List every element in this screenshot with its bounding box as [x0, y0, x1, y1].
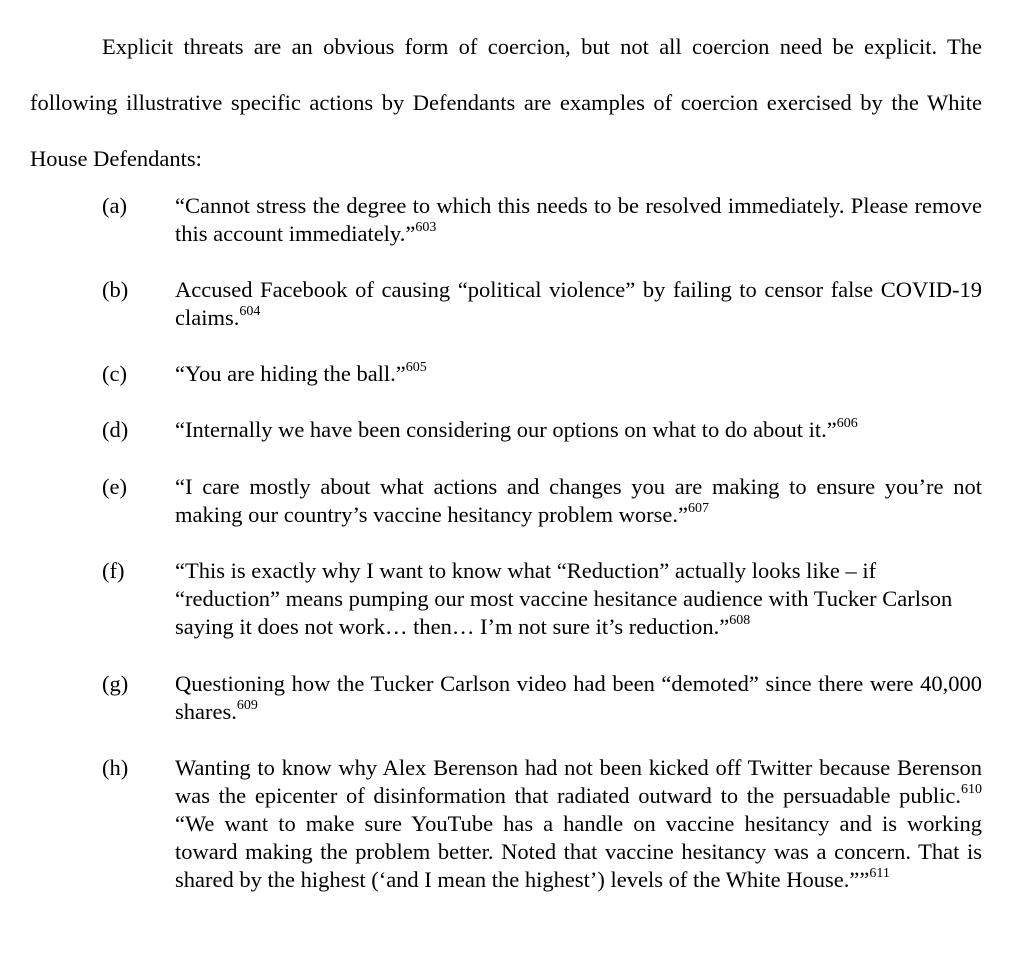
footnote-ref: 608 — [729, 612, 751, 628]
item-text — [175, 360, 982, 388]
item-body: Questioning how the Tucker Carlson video had been “demoted” since there were 40,000 shares. — [175, 671, 982, 724]
footnote-ref: 611 — [869, 865, 890, 881]
footnote-ref: 610 — [961, 781, 982, 797]
item-text — [175, 557, 982, 641]
item-text — [175, 754, 982, 894]
item-label: (d) — [102, 417, 129, 442]
footnote-ref: 605 — [405, 359, 427, 375]
item-text — [175, 416, 982, 444]
item-label: (h) — [102, 755, 129, 780]
item-text — [175, 670, 982, 726]
item-text — [175, 473, 982, 529]
item-label: (e) — [102, 474, 127, 499]
item-body: “You are hiding the ball.” — [175, 361, 406, 386]
footnote-ref: 607 — [687, 500, 709, 516]
item-body-continued: “We want to make sure YouTube has a handle on vaccine hesitancy and is working toward making the problem better. Noted that vaccine hesitancy was a concern. That is shared by the highest (‘and I mean the highest’) levels of the White House.”” — [175, 811, 982, 892]
item-body: Accused Facebook of causing “political violence” by failing to censor false COVID-19 claims. — [175, 277, 982, 330]
item-text — [175, 192, 982, 248]
item-label: (g) — [102, 671, 129, 696]
footnote-ref: 609 — [236, 697, 258, 713]
item-label: (b) — [102, 277, 129, 302]
item-body: “I care mostly about what actions and changes you are making to ensure you’re not making our country’s vaccine hesitancy problem worse.” — [175, 474, 982, 527]
item-label: (f) — [102, 558, 125, 583]
item-body: “Cannot stress the degree to which this needs to be resolved immediately. Please remove this account immediately.” — [175, 193, 982, 246]
item-label: (a) — [102, 193, 127, 218]
item-text — [175, 276, 982, 332]
footnote-ref: 606 — [836, 415, 858, 431]
item-body: Wanting to know why Alex Berenson had not been kicked off Twitter because Berenson was the epicenter of disinformation that radiated outward to the persuadable public. — [175, 755, 982, 808]
item-body: “Internally we have been considering our options on what to do about it.” — [175, 417, 837, 442]
footnote-ref: 603 — [415, 219, 437, 235]
item-body: “This is exactly why I want to know what “Reduction” actually looks like – if “reduction” means pumping our most vaccine hesitance audience with Tucker Carlson saying it does not work… then… I’m not sure it’s reduction.” — [175, 558, 953, 639]
footnote-ref: 604 — [239, 303, 261, 319]
item-label: (c) — [102, 361, 127, 386]
intro-paragraph: Explicit threats are an obvious form of coercion, but not all coercion need be explicit. The following illustrative specific actions by Defendants are examples of coercion exercised by the White House Defendants: — [30, 34, 982, 171]
